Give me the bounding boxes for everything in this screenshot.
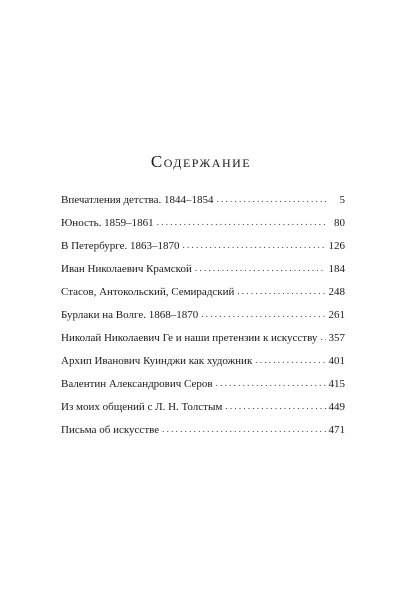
toc-entry-title: Впечатления детства. 1844–1854 xyxy=(61,194,214,206)
toc-page-number: 126 xyxy=(328,240,345,252)
toc-entry xyxy=(61,327,345,350)
table-of-contents xyxy=(61,189,345,442)
toc-entry xyxy=(61,419,345,442)
toc-leader-dots xyxy=(225,395,325,418)
page-title: Содержание xyxy=(150,152,252,171)
toc-entry xyxy=(61,212,345,235)
toc-page-number: 80 xyxy=(334,217,345,229)
toc-page-number: 261 xyxy=(328,309,345,321)
toc-leader-dots xyxy=(162,418,325,441)
toc-page-number: 415 xyxy=(328,378,345,390)
toc-leader-dots xyxy=(201,303,325,326)
toc-entry-title: Стасов, Антокольский, Семирадский xyxy=(61,286,235,298)
toc-entry xyxy=(61,258,345,281)
toc-leader-dots xyxy=(183,234,326,257)
toc-entry-title: В Петербурге. 1863–1870 xyxy=(61,240,180,252)
toc-page-number: 357 xyxy=(328,332,345,344)
toc-leader-dots xyxy=(195,257,326,280)
toc-leader-dots xyxy=(320,326,325,349)
toc-entry xyxy=(61,373,345,396)
toc-leader-dots xyxy=(237,280,325,303)
toc-leader-dots xyxy=(217,188,327,211)
toc-page-number: 5 xyxy=(339,194,345,206)
toc-entry-title: Юность. 1859–1861 xyxy=(61,217,154,229)
toc-entry xyxy=(61,281,345,304)
toc-entry-title: Архип Иванович Куинджи как художник xyxy=(61,355,253,367)
toc-entry-title: Иван Николаевич Крамской xyxy=(61,263,192,275)
toc-page-number: 471 xyxy=(328,424,345,436)
toc-leader-dots xyxy=(157,211,326,234)
toc-entry-title: Николай Николаевич Ге и наши претензии к искусству xyxy=(61,332,318,344)
toc-page-number: 248 xyxy=(328,286,345,298)
toc-entry xyxy=(61,304,345,327)
toc-page-number: 401 xyxy=(328,355,345,367)
toc-leader-dots xyxy=(216,372,326,395)
toc-entry-title: Бурлаки на Волге. 1868–1870 xyxy=(61,309,199,321)
toc-entry xyxy=(61,350,345,373)
toc-page-number: 449 xyxy=(328,401,345,413)
toc-entry xyxy=(61,396,345,419)
toc-page-number: 184 xyxy=(328,263,345,275)
toc-entry-title: Письма об искусстве xyxy=(61,424,160,436)
toc-entry-title: Из моих общений с Л. Н. Толстым xyxy=(61,401,223,413)
toc-entry xyxy=(61,189,345,212)
toc-entry-title: Валентин Александрович Серов xyxy=(61,378,213,390)
toc-leader-dots xyxy=(255,349,325,372)
toc-entry xyxy=(61,235,345,258)
